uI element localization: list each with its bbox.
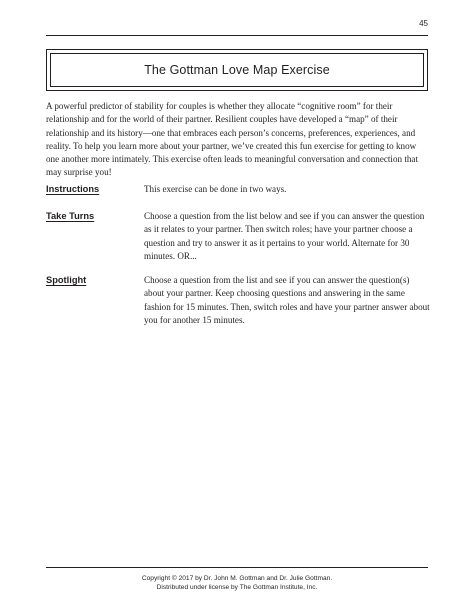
header-rule <box>46 35 428 36</box>
intro-paragraph: A powerful predictor of stability for couples is whether they allocate “cognitive room” for their relationship and for the world of their partner. Resilient couples have developed a “map” of their relationship and its history—one that embraces each person’s concerns, preferences, experiences, and reality. To help you learn more about your partner, we’ve created this fun exercise for getting to know one another more intimately. This exercise often leads to meaningful conversation and connection that may surprise you! <box>46 101 418 178</box>
title-box-inner <box>50 53 424 87</box>
page-title: The Gottman Love Map Exercise <box>144 63 330 77</box>
section-take-turns <box>46 210 430 263</box>
section-label-take-turns: Take Turns <box>46 211 95 221</box>
footer-copyright: Copyright © 2017 by Dr. John M. Gottman and Dr. Julie Gottman. <box>141 575 333 582</box>
footer <box>46 574 428 592</box>
footer-rule <box>46 567 428 568</box>
section-text-take-turns: Choose a question from the list below and see if you can answer the question as it relates to your partner. Then switch roles; have your partner choose a question and try to answer it as it pertains to your world. Alternate for 30 minutes. OR... <box>144 211 425 261</box>
section-instructions <box>46 183 430 196</box>
section-text-instructions: This exercise can be done in two ways. <box>144 184 287 194</box>
page-number: 45 <box>419 19 428 28</box>
title-box <box>46 49 428 91</box>
section-spotlight <box>46 274 430 327</box>
section-label-instructions: Instructions <box>46 184 100 194</box>
section-label-spotlight: Spotlight <box>46 275 87 285</box>
footer-license: Distributed under license by The Gottman Institute, Inc. <box>156 584 318 591</box>
section-text-spotlight: Choose a question from the list and see if you can answer the question(s) about your partner. Keep choosing questions and answering in the same fashion for 15 minutes. Then, switch roles and have your partner answer about you for another 15 minutes. <box>144 275 430 325</box>
